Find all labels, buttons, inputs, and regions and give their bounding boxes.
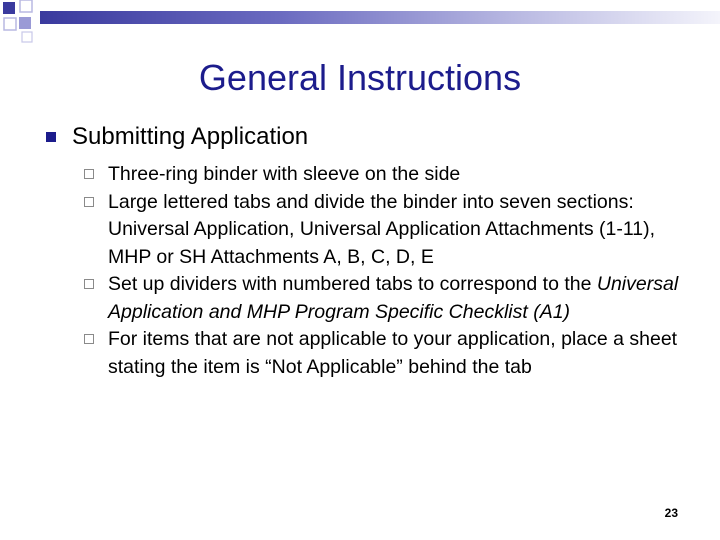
sub-bullet-text: Three-ring binder with sleeve on the side xyxy=(108,163,461,185)
sub-bullet-item xyxy=(84,161,684,189)
sub-bullet-item xyxy=(84,271,684,326)
sub-bullet-text: Large lettered tabs and divide the binder into seven sections: Universal Application, Universal Application Attachments (1-11), MHP or SH Attachments A, B, C, D, E xyxy=(108,190,655,268)
top-gradient-bar xyxy=(40,11,720,24)
sub-bullet-item xyxy=(84,326,684,381)
sub-bullet-item xyxy=(84,189,684,272)
main-bullet-text: Submitting Application xyxy=(72,123,309,150)
page-number: 23 xyxy=(664,506,678,520)
sub-bullet-text: Set up dividers with numbered tabs to correspond to the xyxy=(108,273,597,295)
checkbox-bullet-icon xyxy=(84,279,94,289)
sub-bullet-italic-text: Universal Application and MHP Program Specific Checklist (A1) xyxy=(108,273,679,323)
sub-bullet-text: For items that are not applicable to your application, place a sheet stating the item is “Not Applicable” behind the tab xyxy=(108,328,678,378)
checkbox-bullet-icon xyxy=(84,334,94,344)
checkbox-bullet-icon xyxy=(84,197,94,207)
checkbox-bullet-icon xyxy=(84,169,94,179)
square-bullet-icon xyxy=(46,132,56,142)
slide-title: General Instructions xyxy=(198,57,522,98)
sub-bullet-list xyxy=(84,161,684,381)
